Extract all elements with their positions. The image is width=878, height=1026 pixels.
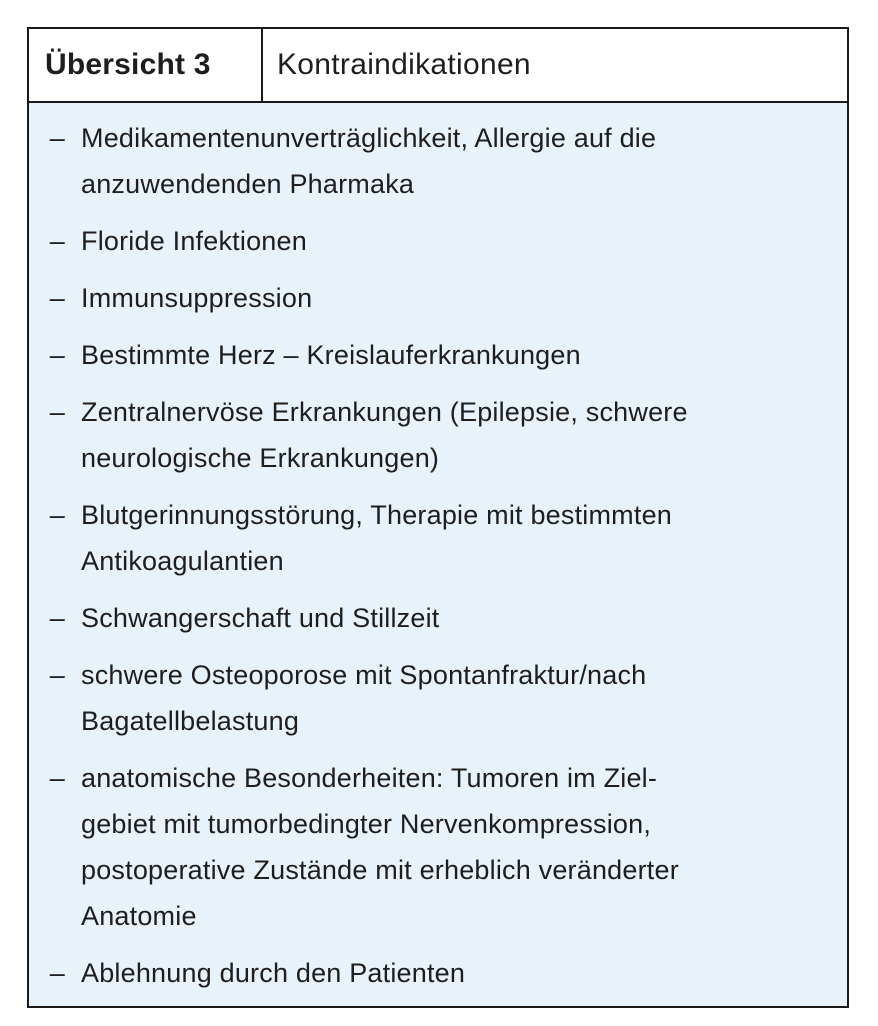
dash-bullet: – (49, 397, 65, 427)
list-item-text (81, 492, 827, 584)
list-item-line: postoperative Zustände mit erheblich veränderter (81, 855, 679, 885)
list-item (29, 652, 827, 744)
list-item-line: Zentralnervöse Erkrankungen (Epilepsie, schwere (81, 397, 688, 427)
list-item-line: Bagatellbelastung (81, 706, 300, 736)
dash-bullet: – (49, 958, 65, 988)
list-item (29, 492, 827, 584)
list-item-line: Schwangerschaft und Stillzeit (81, 603, 440, 633)
list-item (29, 332, 827, 378)
list-item-text (81, 595, 827, 641)
list-item-line: Anatomie (81, 901, 197, 931)
box-title: Kontraindikationen (277, 48, 531, 81)
dash-bullet: – (49, 603, 65, 633)
list-item-line: Ablehnung durch den Patienten (81, 958, 466, 988)
list-item-text (81, 389, 827, 481)
list-item-text (81, 950, 827, 996)
list-item-text (81, 115, 827, 207)
dash-bullet: – (49, 226, 65, 256)
contraindications-box (27, 27, 849, 1008)
list-item-text (81, 275, 827, 321)
contraindication-list (29, 103, 847, 996)
dash-bullet: – (49, 763, 65, 793)
list-item-line: anatomische Besonderheiten: Tumoren im Ziel- (81, 763, 658, 793)
list-item (29, 218, 827, 264)
list-item-text (81, 755, 827, 939)
list-item-line: Bestimmte Herz – Kreislauferkrankungen (81, 340, 581, 370)
list-item-line: Antikoagulantien (81, 546, 284, 576)
list-item-line: Immunsuppression (81, 283, 313, 313)
list-item (29, 115, 827, 207)
dash-bullet: – (49, 660, 65, 690)
box-header (29, 29, 847, 103)
list-item (29, 275, 827, 321)
overview-label: Übersicht 3 (29, 29, 263, 101)
list-item-line: Blutgerinnungsstörung, Therapie mit bestimmten (81, 500, 673, 530)
dash-bullet: – (49, 283, 65, 313)
list-item-line: anzuwendenden Pharmaka (81, 169, 415, 199)
list-item-text (81, 652, 827, 744)
list-item-text (81, 218, 827, 264)
list-item (29, 389, 827, 481)
dash-bullet: – (49, 340, 65, 370)
list-item-line: Medikamentenunverträglichkeit, Allergie auf die (81, 123, 657, 153)
list-item (29, 595, 827, 641)
list-item-line: gebiet mit tumorbedingter Nervenkompression, (81, 809, 652, 839)
list-item-line: neurologische Erkrankungen) (81, 443, 440, 473)
list-item-line: schwere Osteoporose mit Spontanfraktur/nach (81, 660, 647, 690)
list-item (29, 755, 827, 939)
dash-bullet: – (49, 123, 65, 153)
list-item-line: Floride Infektionen (81, 226, 307, 256)
dash-bullet: – (49, 500, 65, 530)
list-item (29, 950, 827, 996)
list-item-text (81, 332, 827, 378)
